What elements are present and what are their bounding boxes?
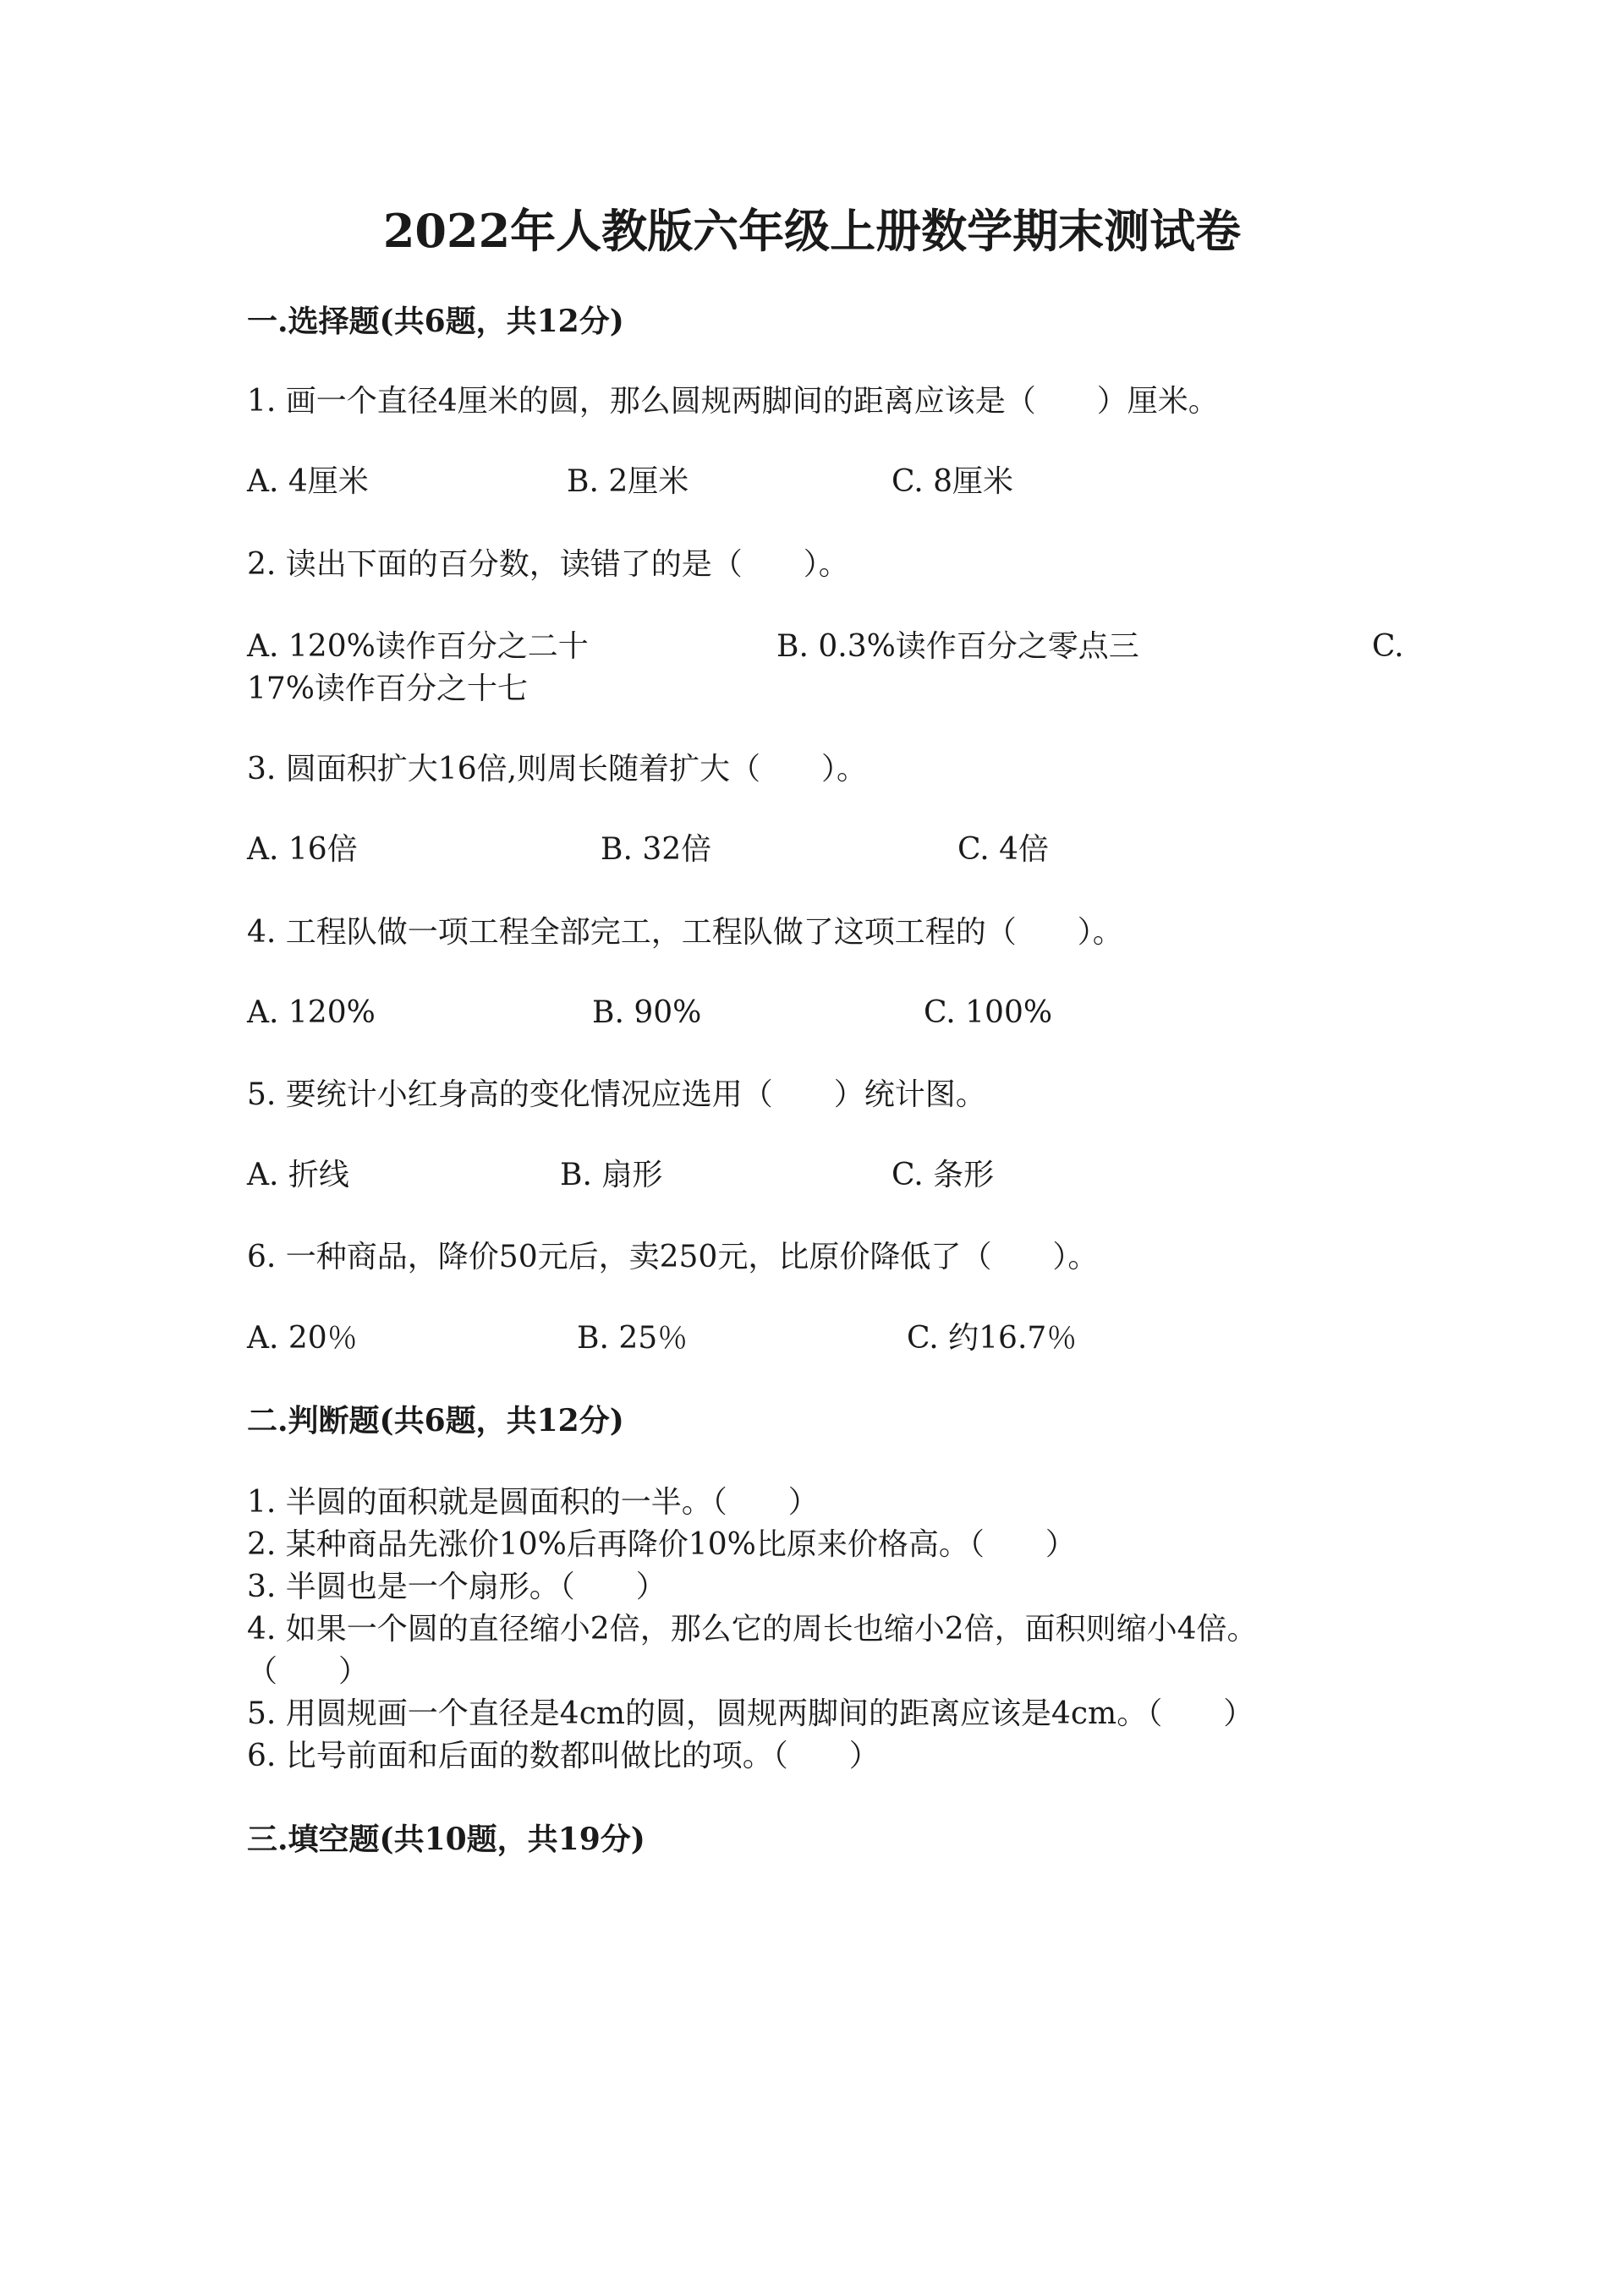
question-5-option-c: C. 条形: [892, 1158, 995, 1192]
judgement-5: 5. 用圆规画一个直径是4cm的圆，圆规两脚间的距离应该是4cm。（ ）: [247, 1696, 1254, 1731]
judgement-4-bracket: （ ）: [247, 1654, 370, 1689]
judgement-2: 2. 某种商品先涨价10%后再降价10%比原来价格高。（ ）: [247, 1527, 1076, 1562]
judgement-3: 3. 半圆也是一个扇形。（ ）: [247, 1570, 667, 1604]
question-6-option-c: C. 约16.7％: [907, 1321, 1078, 1356]
question-4-option-c: C. 100%: [924, 995, 1053, 1030]
question-2-option-b: B. 0.3%读作百分之零点三: [776, 629, 1139, 664]
question-2-option-c: C.: [1372, 629, 1404, 664]
question-1-option-a: A. 4厘米: [247, 464, 369, 499]
question-1-option-b: B. 2厘米: [567, 464, 689, 499]
question-5-option-a: A. 折线: [247, 1158, 349, 1192]
question-2: 2. 读出下面的百分数，读错了的是（ ）。: [247, 547, 849, 582]
question-5-option-b: B. 扇形: [560, 1158, 663, 1192]
question-5: 5. 要统计小红身高的变化情况应选用（ ）统计图。: [247, 1077, 986, 1112]
question-4-option-b: B. 90%: [592, 995, 702, 1030]
question-3-option-b: B. 32倍: [601, 832, 712, 867]
section-heading-choice: 一.选择题(共6题，共12分): [247, 304, 624, 339]
question-3-option-c: C. 4倍: [957, 832, 1050, 867]
judgement-1: 1. 半圆的面积就是圆面积的一半。（ ）: [247, 1485, 819, 1520]
question-2-option-a: A. 120%读作百分之二十: [247, 629, 589, 664]
question-1: 1. 画一个直径4厘米的圆，那么圆规两脚间的距离应该是（ ）厘米。: [247, 384, 1219, 419]
judgement-6: 6. 比号前面和后面的数都叫做比的项。（ ）: [247, 1739, 880, 1773]
question-3-option-a: A. 16倍: [247, 832, 358, 867]
question-6: 6. 一种商品，降价50元后，卖250元，比原价降低了（ ）。: [247, 1240, 1099, 1274]
question-4-option-a: A. 120%: [247, 995, 376, 1030]
section-heading-true-false: 二.判断题(共6题，共12分): [247, 1403, 624, 1438]
question-2-option-c-text: 17%读作百分之十七: [247, 671, 529, 706]
question-6-option-a: A. 20％: [247, 1321, 358, 1356]
judgement-4: 4. 如果一个圆的直径缩小2倍，那么它的周长也缩小2倍，面积则缩小4倍。: [247, 1612, 1258, 1647]
question-3: 3. 圆面积扩大16倍,则周长随着扩大（ ）。: [247, 752, 868, 786]
section-heading-fill-blank: 三.填空题(共10题，共19分): [247, 1822, 645, 1857]
question-4: 4. 工程队做一项工程全部完工，工程队做了这项工程的（ ）。: [247, 915, 1123, 950]
page-title: 2022年人教版六年级上册数学期末测试卷: [382, 204, 1242, 258]
question-6-option-b: B. 25％: [577, 1321, 689, 1356]
question-1-option-c: C. 8厘米: [892, 464, 1014, 499]
